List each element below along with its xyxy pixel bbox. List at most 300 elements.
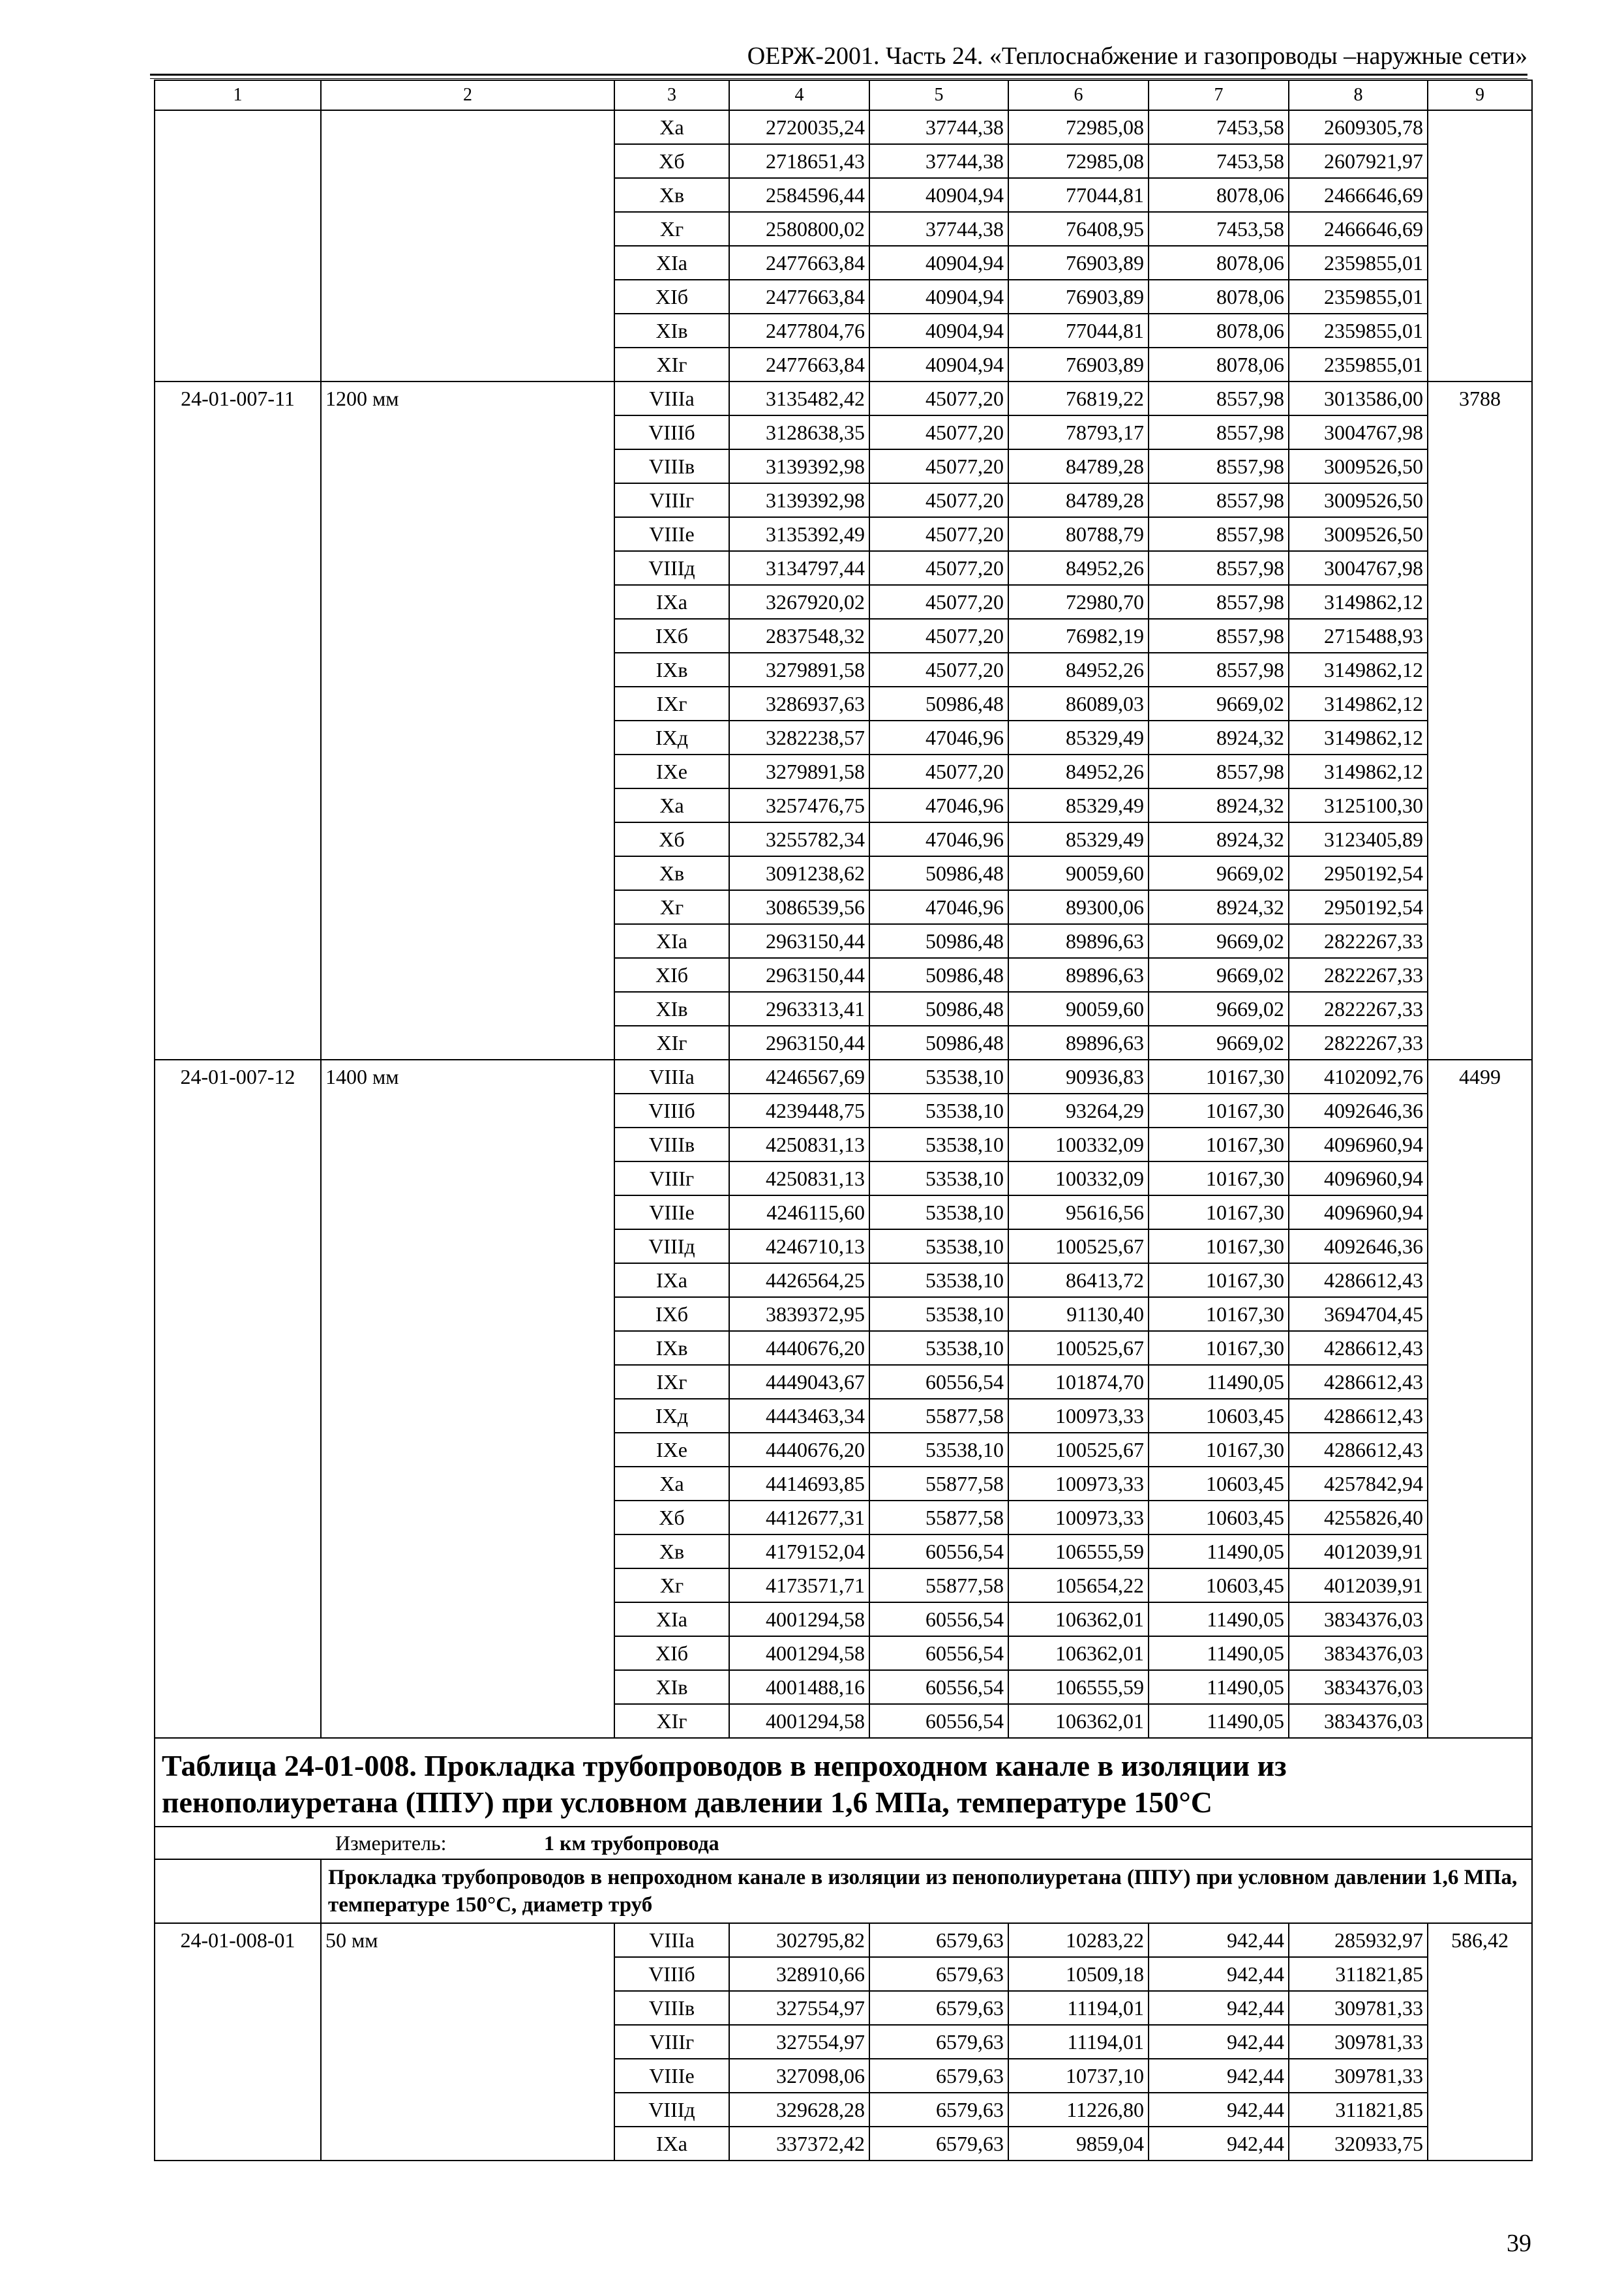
wages-cell: 47046,96 bbox=[869, 822, 1008, 856]
zone-cell: Xб bbox=[614, 822, 729, 856]
machine-wages-cell: 8924,32 bbox=[1149, 788, 1289, 822]
empty-cell bbox=[155, 1859, 321, 1923]
machine-wages-cell: 9669,02 bbox=[1149, 924, 1289, 958]
machines-cell: 76903,89 bbox=[1008, 280, 1149, 314]
wages-cell: 55877,58 bbox=[869, 1399, 1008, 1433]
zone-cell: IXд bbox=[614, 721, 729, 755]
name-cell: 1400 мм bbox=[321, 1060, 614, 1738]
materials-cell: 3125100,30 bbox=[1289, 788, 1428, 822]
total-cost-cell: 3255782,34 bbox=[729, 822, 869, 856]
wages-cell: 50986,48 bbox=[869, 687, 1008, 721]
wages-cell: 6579,63 bbox=[869, 2127, 1008, 2161]
zone-cell: VIIIг bbox=[614, 2025, 729, 2059]
materials-cell: 4092646,36 bbox=[1289, 1094, 1428, 1128]
running-header: ОЕРЖ-2001. Часть 24. «Теплоснабжение и газопроводы –наружные сети» bbox=[747, 42, 1527, 70]
wages-cell: 40904,94 bbox=[869, 280, 1008, 314]
machines-cell: 72985,08 bbox=[1008, 144, 1149, 178]
zone-cell: VIIIa bbox=[614, 1923, 729, 1957]
machines-cell: 10509,18 bbox=[1008, 1957, 1149, 1991]
total-cost-cell: 4440676,20 bbox=[729, 1331, 869, 1365]
wages-cell: 50986,48 bbox=[869, 856, 1008, 890]
wages-cell: 50986,48 bbox=[869, 924, 1008, 958]
machine-wages-cell: 8924,32 bbox=[1149, 822, 1289, 856]
total-cost-cell: 4001294,58 bbox=[729, 1602, 869, 1636]
total-cost-cell: 3086539,56 bbox=[729, 890, 869, 924]
zone-cell: VIIIб bbox=[614, 1094, 729, 1128]
machines-cell: 91130,40 bbox=[1008, 1297, 1149, 1331]
wages-cell: 50986,48 bbox=[869, 992, 1008, 1026]
machines-cell: 106362,01 bbox=[1008, 1602, 1149, 1636]
machines-cell: 106555,59 bbox=[1008, 1534, 1149, 1568]
materials-cell: 3013586,00 bbox=[1289, 382, 1428, 415]
machine-wages-cell: 942,44 bbox=[1149, 2025, 1289, 2059]
total-cost-cell: 327554,97 bbox=[729, 2025, 869, 2059]
total-cost-cell: 2963313,41 bbox=[729, 992, 869, 1026]
zone-cell: Xв bbox=[614, 178, 729, 212]
machines-cell: 72985,08 bbox=[1008, 110, 1149, 144]
machines-cell: 10737,10 bbox=[1008, 2059, 1149, 2093]
section-title: Таблица 24-01-008. Прокладка трубопроводов в непроходном канале в изоляции из пенополиуретана (ППУ) при условном давлении 1,6 МПа, температуре 150°С bbox=[155, 1738, 1532, 1827]
machines-cell: 85329,49 bbox=[1008, 788, 1149, 822]
wages-cell: 53538,10 bbox=[869, 1229, 1008, 1263]
machines-cell: 89896,63 bbox=[1008, 924, 1149, 958]
machine-wages-cell: 9669,02 bbox=[1149, 856, 1289, 890]
section-title-row bbox=[155, 1738, 1532, 1827]
zone-cell: XIa bbox=[614, 924, 729, 958]
machine-wages-cell: 8557,98 bbox=[1149, 517, 1289, 551]
materials-cell: 3004767,98 bbox=[1289, 415, 1428, 449]
zone-cell: VIIIв bbox=[614, 1991, 729, 2025]
zone-cell: IXв bbox=[614, 653, 729, 687]
machines-cell: 100973,33 bbox=[1008, 1399, 1149, 1433]
materials-cell: 311821,85 bbox=[1289, 2093, 1428, 2127]
machines-cell: 80788,79 bbox=[1008, 517, 1149, 551]
wages-cell: 53538,10 bbox=[869, 1128, 1008, 1161]
zone-cell: VIIIд bbox=[614, 1229, 729, 1263]
materials-cell: 320933,75 bbox=[1289, 2127, 1428, 2161]
total-cost-cell: 329628,28 bbox=[729, 2093, 869, 2127]
wages-cell: 53538,10 bbox=[869, 1297, 1008, 1331]
zone-cell: IXa bbox=[614, 2127, 729, 2161]
machine-wages-cell: 8557,98 bbox=[1149, 551, 1289, 585]
machines-cell: 89300,06 bbox=[1008, 890, 1149, 924]
wages-cell: 53538,10 bbox=[869, 1433, 1008, 1467]
zone-cell: VIIIб bbox=[614, 415, 729, 449]
zone-cell: IXг bbox=[614, 1365, 729, 1399]
total-cost-cell: 2837548,32 bbox=[729, 619, 869, 653]
total-cost-cell: 4179152,04 bbox=[729, 1534, 869, 1568]
materials-cell: 4096960,94 bbox=[1289, 1128, 1428, 1161]
machines-cell: 11194,01 bbox=[1008, 2025, 1149, 2059]
total-cost-cell: 327554,97 bbox=[729, 1991, 869, 2025]
materials-cell: 3149862,12 bbox=[1289, 755, 1428, 788]
materials-cell: 2609305,78 bbox=[1289, 110, 1428, 144]
materials-cell: 4286612,43 bbox=[1289, 1433, 1428, 1467]
total-cost-cell: 4001294,58 bbox=[729, 1704, 869, 1738]
machine-wages-cell: 10167,30 bbox=[1149, 1297, 1289, 1331]
machine-wages-cell: 942,44 bbox=[1149, 2059, 1289, 2093]
machines-cell: 106362,01 bbox=[1008, 1704, 1149, 1738]
zone-cell: IXa bbox=[614, 585, 729, 619]
materials-cell: 3834376,03 bbox=[1289, 1602, 1428, 1636]
materials-cell: 3004767,98 bbox=[1289, 551, 1428, 585]
wages-cell: 53538,10 bbox=[869, 1094, 1008, 1128]
total-cost-cell: 4414693,85 bbox=[729, 1467, 869, 1501]
total-cost-cell: 3286937,63 bbox=[729, 687, 869, 721]
zone-cell: Xб bbox=[614, 1501, 729, 1534]
wages-cell: 47046,96 bbox=[869, 721, 1008, 755]
materials-cell: 2607921,97 bbox=[1289, 144, 1428, 178]
materials-cell: 3834376,03 bbox=[1289, 1704, 1428, 1738]
machine-wages-cell: 10603,45 bbox=[1149, 1501, 1289, 1534]
materials-cell: 2359855,01 bbox=[1289, 348, 1428, 382]
materials-cell: 3149862,12 bbox=[1289, 687, 1428, 721]
machines-cell: 86089,03 bbox=[1008, 687, 1149, 721]
zone-cell: IXд bbox=[614, 1399, 729, 1433]
machines-cell: 90936,83 bbox=[1008, 1060, 1149, 1094]
code-cell: 24-01-007-12 bbox=[155, 1060, 321, 1738]
column-number: 4 bbox=[729, 80, 869, 110]
machines-cell: 76903,89 bbox=[1008, 348, 1149, 382]
total-cost-cell: 4250831,13 bbox=[729, 1128, 869, 1161]
machine-wages-cell: 942,44 bbox=[1149, 1923, 1289, 1957]
wages-cell: 6579,63 bbox=[869, 1991, 1008, 2025]
total-cost-cell: 3279891,58 bbox=[729, 755, 869, 788]
subheading-row bbox=[155, 1859, 1532, 1923]
zone-cell: VIIIе bbox=[614, 2059, 729, 2093]
total-cost-cell: 2477663,84 bbox=[729, 280, 869, 314]
machine-wages-cell: 8924,32 bbox=[1149, 890, 1289, 924]
total-cost-cell: 3134797,44 bbox=[729, 551, 869, 585]
machine-wages-cell: 8078,06 bbox=[1149, 246, 1289, 280]
zone-cell: VIIIб bbox=[614, 1957, 729, 1991]
machine-wages-cell: 10167,30 bbox=[1149, 1060, 1289, 1094]
machines-cell: 100525,67 bbox=[1008, 1229, 1149, 1263]
labor-cell bbox=[1428, 110, 1532, 382]
machine-wages-cell: 8557,98 bbox=[1149, 382, 1289, 415]
total-cost-cell: 3128638,35 bbox=[729, 415, 869, 449]
materials-cell: 3123405,89 bbox=[1289, 822, 1428, 856]
zone-cell: VIIIд bbox=[614, 2093, 729, 2127]
machine-wages-cell: 942,44 bbox=[1149, 2127, 1289, 2161]
zone-cell: XIa bbox=[614, 1602, 729, 1636]
zone-cell: XIa bbox=[614, 246, 729, 280]
machines-cell: 76819,22 bbox=[1008, 382, 1149, 415]
machine-wages-cell: 10167,30 bbox=[1149, 1433, 1289, 1467]
zone-cell: VIIIе bbox=[614, 517, 729, 551]
zone-cell: VIIIa bbox=[614, 1060, 729, 1094]
zone-cell: IXе bbox=[614, 1433, 729, 1467]
machine-wages-cell: 10603,45 bbox=[1149, 1467, 1289, 1501]
zone-cell: XIг bbox=[614, 348, 729, 382]
total-cost-cell: 4246567,69 bbox=[729, 1060, 869, 1094]
materials-cell: 2822267,33 bbox=[1289, 992, 1428, 1026]
machine-wages-cell: 8557,98 bbox=[1149, 585, 1289, 619]
wages-cell: 37744,38 bbox=[869, 110, 1008, 144]
machine-wages-cell: 11490,05 bbox=[1149, 1602, 1289, 1636]
zone-cell: VIIIa bbox=[614, 382, 729, 415]
zone-cell: IXг bbox=[614, 687, 729, 721]
table-row bbox=[155, 110, 1532, 144]
total-cost-cell: 4246115,60 bbox=[729, 1195, 869, 1229]
total-cost-cell: 4246710,13 bbox=[729, 1229, 869, 1263]
machine-wages-cell: 8078,06 bbox=[1149, 280, 1289, 314]
total-cost-cell: 4440676,20 bbox=[729, 1433, 869, 1467]
machine-wages-cell: 10167,30 bbox=[1149, 1094, 1289, 1128]
machine-wages-cell: 9669,02 bbox=[1149, 1026, 1289, 1060]
materials-cell: 2359855,01 bbox=[1289, 280, 1428, 314]
total-cost-cell: 4239448,75 bbox=[729, 1094, 869, 1128]
column-number-row bbox=[155, 80, 1532, 110]
wages-cell: 45077,20 bbox=[869, 382, 1008, 415]
zone-cell: IXб bbox=[614, 619, 729, 653]
materials-cell: 3694704,45 bbox=[1289, 1297, 1428, 1331]
materials-cell: 3009526,50 bbox=[1289, 483, 1428, 517]
total-cost-cell: 327098,06 bbox=[729, 2059, 869, 2093]
machines-cell: 84789,28 bbox=[1008, 483, 1149, 517]
column-number: 5 bbox=[869, 80, 1008, 110]
total-cost-cell: 2580800,02 bbox=[729, 212, 869, 246]
wages-cell: 6579,63 bbox=[869, 1957, 1008, 1991]
machines-cell: 90059,60 bbox=[1008, 992, 1149, 1026]
materials-cell: 3009526,50 bbox=[1289, 449, 1428, 483]
zone-cell: Xв bbox=[614, 1534, 729, 1568]
machines-cell: 86413,72 bbox=[1008, 1263, 1149, 1297]
machine-wages-cell: 10167,30 bbox=[1149, 1263, 1289, 1297]
wages-cell: 55877,58 bbox=[869, 1568, 1008, 1602]
total-cost-cell: 4412677,31 bbox=[729, 1501, 869, 1534]
total-cost-cell: 4426564,25 bbox=[729, 1263, 869, 1297]
meter-label: Измеритель: bbox=[335, 1831, 447, 1855]
code-cell: 24-01-008-01 bbox=[155, 1923, 321, 2161]
total-cost-cell: 4001294,58 bbox=[729, 1636, 869, 1670]
column-number: 6 bbox=[1008, 80, 1149, 110]
meter-cell bbox=[155, 1827, 1532, 1859]
labor-cell: 586,42 bbox=[1428, 1923, 1532, 2161]
total-cost-cell: 3135392,49 bbox=[729, 517, 869, 551]
column-number: 1 bbox=[155, 80, 321, 110]
materials-cell: 4255826,40 bbox=[1289, 1501, 1428, 1534]
wages-cell: 6579,63 bbox=[869, 2025, 1008, 2059]
materials-cell: 309781,33 bbox=[1289, 1991, 1428, 2025]
machine-wages-cell: 8557,98 bbox=[1149, 619, 1289, 653]
zone-cell: XIб bbox=[614, 280, 729, 314]
materials-cell: 4092646,36 bbox=[1289, 1229, 1428, 1263]
total-cost-cell: 2963150,44 bbox=[729, 958, 869, 992]
materials-cell: 4096960,94 bbox=[1289, 1195, 1428, 1229]
total-cost-cell: 3282238,57 bbox=[729, 721, 869, 755]
machines-cell: 76982,19 bbox=[1008, 619, 1149, 653]
machine-wages-cell: 10167,30 bbox=[1149, 1195, 1289, 1229]
zone-cell: Xг bbox=[614, 890, 729, 924]
zone-cell: XIв bbox=[614, 1670, 729, 1704]
name-cell: 1200 мм bbox=[321, 382, 614, 1060]
materials-cell: 2359855,01 bbox=[1289, 314, 1428, 348]
materials-cell: 2822267,33 bbox=[1289, 1026, 1428, 1060]
wages-cell: 53538,10 bbox=[869, 1195, 1008, 1229]
machine-wages-cell: 10603,45 bbox=[1149, 1568, 1289, 1602]
wages-cell: 45077,20 bbox=[869, 517, 1008, 551]
zone-cell: XIв bbox=[614, 314, 729, 348]
wages-cell: 45077,20 bbox=[869, 653, 1008, 687]
total-cost-cell: 2584596,44 bbox=[729, 178, 869, 212]
total-cost-cell: 2477804,76 bbox=[729, 314, 869, 348]
wages-cell: 40904,94 bbox=[869, 178, 1008, 212]
materials-cell: 4286612,43 bbox=[1289, 1263, 1428, 1297]
machines-cell: 89896,63 bbox=[1008, 1026, 1149, 1060]
total-cost-cell: 4173571,71 bbox=[729, 1568, 869, 1602]
materials-cell: 3834376,03 bbox=[1289, 1636, 1428, 1670]
total-cost-cell: 2477663,84 bbox=[729, 348, 869, 382]
machine-wages-cell: 8557,98 bbox=[1149, 483, 1289, 517]
machines-cell: 76903,89 bbox=[1008, 246, 1149, 280]
materials-cell: 2950192,54 bbox=[1289, 856, 1428, 890]
machines-cell: 84789,28 bbox=[1008, 449, 1149, 483]
machines-cell: 101874,70 bbox=[1008, 1365, 1149, 1399]
total-cost-cell: 337372,42 bbox=[729, 2127, 869, 2161]
wages-cell: 53538,10 bbox=[869, 1331, 1008, 1365]
zone-cell: Xa bbox=[614, 788, 729, 822]
materials-cell: 4286612,43 bbox=[1289, 1365, 1428, 1399]
wages-cell: 53538,10 bbox=[869, 1060, 1008, 1094]
total-cost-cell: 4001488,16 bbox=[729, 1670, 869, 1704]
materials-cell: 2822267,33 bbox=[1289, 924, 1428, 958]
machine-wages-cell: 7453,58 bbox=[1149, 212, 1289, 246]
wages-cell: 45077,20 bbox=[869, 449, 1008, 483]
materials-cell: 3149862,12 bbox=[1289, 585, 1428, 619]
machines-cell: 76408,95 bbox=[1008, 212, 1149, 246]
wages-cell: 60556,54 bbox=[869, 1670, 1008, 1704]
machines-cell: 84952,26 bbox=[1008, 755, 1149, 788]
materials-cell: 2466646,69 bbox=[1289, 212, 1428, 246]
machine-wages-cell: 8078,06 bbox=[1149, 348, 1289, 382]
machine-wages-cell: 9669,02 bbox=[1149, 992, 1289, 1026]
zone-cell: VIIIг bbox=[614, 483, 729, 517]
machines-cell: 93264,29 bbox=[1008, 1094, 1149, 1128]
wages-cell: 47046,96 bbox=[869, 890, 1008, 924]
total-cost-cell: 328910,66 bbox=[729, 1957, 869, 1991]
machine-wages-cell: 10167,30 bbox=[1149, 1229, 1289, 1263]
machine-wages-cell: 10167,30 bbox=[1149, 1128, 1289, 1161]
materials-cell: 2466646,69 bbox=[1289, 178, 1428, 212]
materials-cell: 2715488,93 bbox=[1289, 619, 1428, 653]
wages-cell: 60556,54 bbox=[869, 1602, 1008, 1636]
materials-cell: 285932,97 bbox=[1289, 1923, 1428, 1957]
wages-cell: 50986,48 bbox=[869, 958, 1008, 992]
wages-cell: 50986,48 bbox=[869, 1026, 1008, 1060]
materials-cell: 4012039,91 bbox=[1289, 1568, 1428, 1602]
wages-cell: 47046,96 bbox=[869, 788, 1008, 822]
machines-cell: 77044,81 bbox=[1008, 314, 1149, 348]
machine-wages-cell: 8078,06 bbox=[1149, 314, 1289, 348]
zone-cell: VIIIг bbox=[614, 1161, 729, 1195]
total-cost-cell: 3135482,42 bbox=[729, 382, 869, 415]
machines-cell: 84952,26 bbox=[1008, 653, 1149, 687]
materials-cell: 309781,33 bbox=[1289, 2025, 1428, 2059]
total-cost-cell: 2720035,24 bbox=[729, 110, 869, 144]
materials-cell: 4257842,94 bbox=[1289, 1467, 1428, 1501]
machines-cell: 100332,09 bbox=[1008, 1128, 1149, 1161]
zone-cell: Xa bbox=[614, 1467, 729, 1501]
wages-cell: 37744,38 bbox=[869, 144, 1008, 178]
subheading: Прокладка трубопроводов в непроходном канале в изоляции из пенополиуретана (ППУ) при условном давлении 1,6 МПа, температуре 150°С, диаметр труб bbox=[321, 1859, 1532, 1923]
machines-cell: 100332,09 bbox=[1008, 1161, 1149, 1195]
column-number: 7 bbox=[1149, 80, 1289, 110]
machines-cell: 85329,49 bbox=[1008, 822, 1149, 856]
labor-cell: 3788 bbox=[1428, 382, 1532, 1060]
machine-wages-cell: 8557,98 bbox=[1149, 449, 1289, 483]
zone-cell: IXв bbox=[614, 1331, 729, 1365]
wages-cell: 40904,94 bbox=[869, 348, 1008, 382]
zone-cell: XIв bbox=[614, 992, 729, 1026]
wages-cell: 40904,94 bbox=[869, 314, 1008, 348]
materials-cell: 4102092,76 bbox=[1289, 1060, 1428, 1094]
materials-cell: 4286612,43 bbox=[1289, 1331, 1428, 1365]
wages-cell: 53538,10 bbox=[869, 1161, 1008, 1195]
materials-cell: 4096960,94 bbox=[1289, 1161, 1428, 1195]
total-cost-cell: 3839372,95 bbox=[729, 1297, 869, 1331]
wages-cell: 45077,20 bbox=[869, 585, 1008, 619]
materials-cell: 311821,85 bbox=[1289, 1957, 1428, 1991]
total-cost-cell: 3267920,02 bbox=[729, 585, 869, 619]
wages-cell: 45077,20 bbox=[869, 483, 1008, 517]
materials-cell: 309781,33 bbox=[1289, 2059, 1428, 2093]
wages-cell: 6579,63 bbox=[869, 2093, 1008, 2127]
header-rule bbox=[150, 74, 1527, 79]
machine-wages-cell: 7453,58 bbox=[1149, 144, 1289, 178]
machines-cell: 78793,17 bbox=[1008, 415, 1149, 449]
machine-wages-cell: 8078,06 bbox=[1149, 178, 1289, 212]
machines-cell: 100525,67 bbox=[1008, 1331, 1149, 1365]
total-cost-cell: 3091238,62 bbox=[729, 856, 869, 890]
zone-cell: VIIIе bbox=[614, 1195, 729, 1229]
machines-cell: 89896,63 bbox=[1008, 958, 1149, 992]
wages-cell: 60556,54 bbox=[869, 1365, 1008, 1399]
table-row bbox=[155, 382, 1532, 415]
total-cost-cell: 2477663,84 bbox=[729, 246, 869, 280]
total-cost-cell: 302795,82 bbox=[729, 1923, 869, 1957]
machine-wages-cell: 9669,02 bbox=[1149, 687, 1289, 721]
wages-cell: 55877,58 bbox=[869, 1501, 1008, 1534]
wages-cell: 45077,20 bbox=[869, 619, 1008, 653]
zone-cell: XIб bbox=[614, 1636, 729, 1670]
zone-cell: IXa bbox=[614, 1263, 729, 1297]
machines-cell: 9859,04 bbox=[1008, 2127, 1149, 2161]
total-cost-cell: 3139392,98 bbox=[729, 483, 869, 517]
wages-cell: 40904,94 bbox=[869, 246, 1008, 280]
machines-cell: 90059,60 bbox=[1008, 856, 1149, 890]
column-number: 2 bbox=[321, 80, 614, 110]
machines-cell: 84952,26 bbox=[1008, 551, 1149, 585]
zone-cell: Xa bbox=[614, 110, 729, 144]
wages-cell: 37744,38 bbox=[869, 212, 1008, 246]
machines-cell: 100973,33 bbox=[1008, 1501, 1149, 1534]
wages-cell: 60556,54 bbox=[869, 1704, 1008, 1738]
total-cost-cell: 2718651,43 bbox=[729, 144, 869, 178]
machine-wages-cell: 9669,02 bbox=[1149, 958, 1289, 992]
machines-cell: 105654,22 bbox=[1008, 1568, 1149, 1602]
materials-cell: 3149862,12 bbox=[1289, 653, 1428, 687]
zone-cell: VIIIд bbox=[614, 551, 729, 585]
machine-wages-cell: 942,44 bbox=[1149, 2093, 1289, 2127]
machine-wages-cell: 8557,98 bbox=[1149, 415, 1289, 449]
machine-wages-cell: 942,44 bbox=[1149, 1957, 1289, 1991]
meter-row bbox=[155, 1827, 1532, 1859]
total-cost-cell: 2963150,44 bbox=[729, 924, 869, 958]
zone-cell: IXб bbox=[614, 1297, 729, 1331]
wages-cell: 6579,63 bbox=[869, 1923, 1008, 1957]
machine-wages-cell: 11490,05 bbox=[1149, 1636, 1289, 1670]
